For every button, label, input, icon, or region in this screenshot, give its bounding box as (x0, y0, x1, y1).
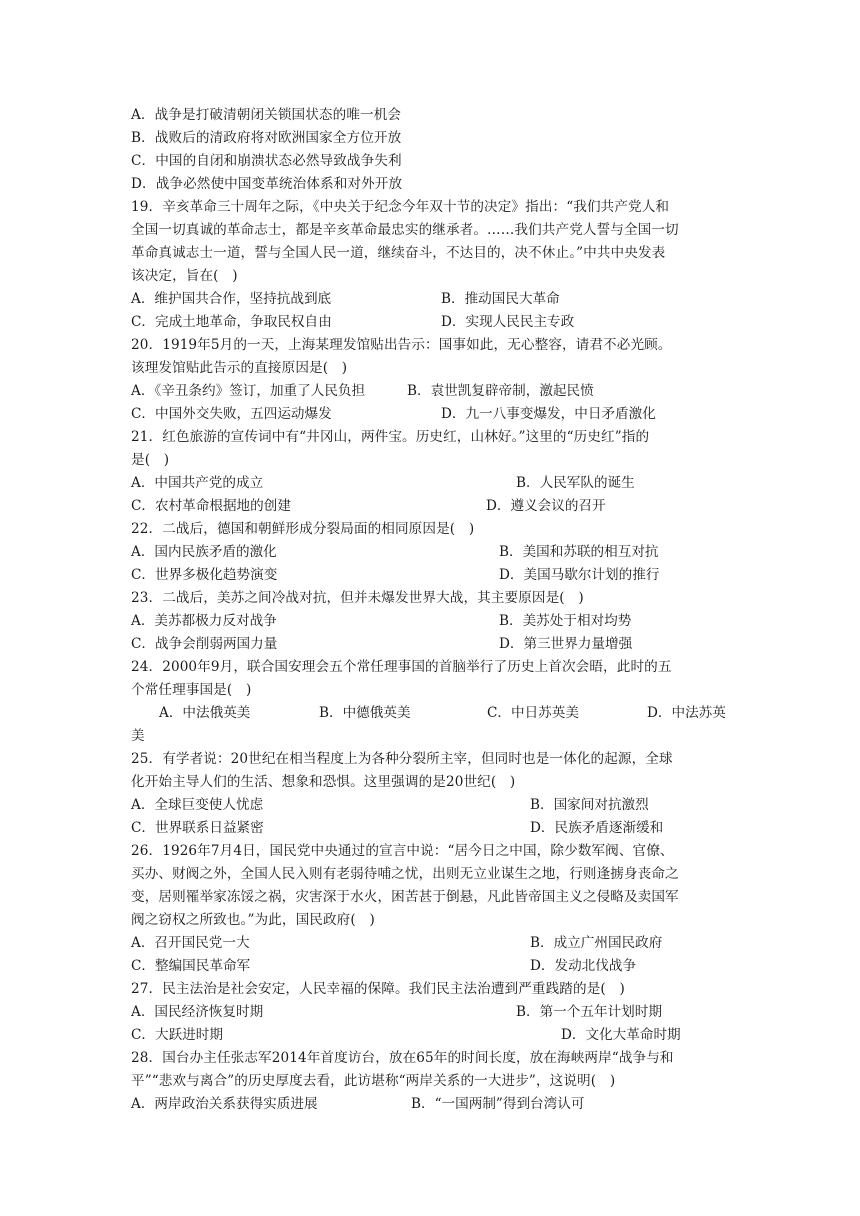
q26-stem-line: 阀之窃权之所致也。”为此，国民政府( ) (131, 912, 375, 928)
q21-option-a: A．中国共产党的成立 (131, 475, 264, 491)
q25-option-c: C．世界联系日益紧密 (131, 820, 264, 836)
q19-option-a: A．维护国共合作，坚持抗战到底 (131, 291, 332, 307)
q18-option-c: C．中国的自闭和崩溃状态必然导致战争失利 (131, 153, 402, 169)
q24-option-b: B．中德俄英美 (319, 705, 411, 721)
q26-stem-line: 26．1926年7月4日，国民党中央通过的宣言中说：“居今日之中国，除少数军阀、官僚、 (131, 843, 674, 859)
q22-option-b: B．美国和苏联的相互对抗 (499, 544, 659, 560)
q23-option-a: A．美苏都极力反对战争 (131, 613, 277, 629)
q27-option-b: B．第一个五年计划时期 (516, 1004, 662, 1020)
q19-stem-line: 革命真诚志士一道，誓与全国人民一道，继续奋斗，不达目的，决不休止。”中共中央发表 (131, 245, 666, 261)
q26-option-c: C．整编国民革命军 (131, 958, 251, 974)
q20-stem-line: 20．1919年5月的一天，上海某理发馆贴出告示：国事如此，无心整容，请君不必光顾。 (131, 337, 672, 353)
q22-option-d: D．美国马歇尔计划的推行 (499, 567, 660, 583)
q18-option-b: B．战败后的清政府将对欧洲国家全方位开放 (131, 130, 402, 146)
q23-option-d: D．第三世界力量增强 (499, 636, 633, 652)
q25-option-a: A．全球巨变使人忧虑 (131, 797, 264, 813)
q22-option-c: C．世界多极化趋势演变 (131, 567, 278, 583)
q23-option-c: C．战争会削弱两国力量 (131, 636, 278, 652)
q20-option-c: C．中国外交失败，五四运动爆发 (131, 406, 332, 422)
q18-option-a: A．战争是打破清朝闭关锁国状态的唯一机会 (131, 107, 402, 123)
q24-stem-line: 个常任理事国是( ) (131, 682, 252, 698)
q26-option-b: B．成立广州国民政府 (530, 935, 663, 951)
q24-stem-line: 24．2000年9月，联合国安理会五个常任理事国的首脑举行了历史上首次会晤，此时的五 (131, 659, 672, 675)
q28-option-a: A．两岸政治关系获得实质进展 (131, 1096, 318, 1112)
q24-option-d: D．中法苏英 (647, 705, 726, 721)
q25-stem-line: 化开始主导人们的生活、想象和恐惧。这里强调的是20世纪( ) (131, 774, 516, 790)
q20-option-b: B．袁世凯复辟帝制，激起民愤 (407, 383, 594, 399)
q26-stem-line: 买办、财阀之外，全国人民入则有老弱待哺之忧，出则无立业谋生之地，行则逢掳身丧命之 (131, 866, 679, 882)
q19-option-d: D．实现人民民主专政 (441, 314, 575, 330)
q24-option-c: C．中日苏英美 (487, 705, 579, 721)
q27-option-d: D．文化大革命时期 (561, 1027, 681, 1043)
q23-option-b: B．美苏处于相对均势 (499, 613, 632, 629)
q18-option-d: D．战争必然使中国变革统治体系和对外开放 (131, 176, 403, 192)
q19-stem-line: 该决定，旨在( ) (131, 268, 238, 284)
q26-option-d: D．发动北伐战争 (530, 958, 637, 974)
q24-option-d-wrap: 美 (131, 728, 145, 744)
q19-option-b: B．推动国民大革命 (441, 291, 560, 307)
q22-option-a: A．国内民族矛盾的激化 (131, 544, 277, 560)
q21-option-c: C．农村革命根据地的创建 (131, 498, 291, 514)
q21-option-b: B．人民军队的诞生 (516, 475, 635, 491)
q27-option-c: C．大跃进时期 (131, 1027, 223, 1043)
q20-option-d: D．九一八事变爆发，中日矛盾激化 (441, 406, 656, 422)
q20-stem-line: 该理发馆贴此告示的直接原因是( ) (131, 360, 348, 376)
q24-option-a: A．中法俄英美 (159, 705, 251, 721)
q20-option-a: A．《辛丑条约》签订，加重了人民负担 (131, 383, 366, 399)
q19-option-c: C．完成土地革命，争取民权自由 (131, 314, 332, 330)
q22-stem-line: 22．二战后，德国和朝鲜形成分裂局面的相同原因是( ) (131, 521, 475, 537)
q23-stem-line: 23．二战后，美苏之间冷战对抗，但并未爆发世界大战，其主要原因是( ) (131, 590, 584, 606)
q27-stem-line: 27．民主法治是社会安定，人民幸福的保障。我们民主法治遭到严重践踏的是( ) (131, 981, 625, 997)
q21-stem-line: 是( ) (131, 452, 170, 468)
q27-option-a: A．国民经济恢复时期 (131, 1004, 264, 1020)
q25-option-b: B．国家间对抗激烈 (530, 797, 649, 813)
q28-stem-line: 28．国台办主任张志军2014年首度访台，放在65年的时间长度，放在海峡两岸“战争与和 (131, 1050, 674, 1066)
q21-option-d: D．遵义会议的召开 (486, 498, 606, 514)
q21-stem-line: 21．红色旅游的宣传词中有“井冈山，两件宝。历史红，山林好。”这里的“历史红”指的 (131, 429, 650, 445)
q25-option-d: D．民族矛盾逐渐缓和 (530, 820, 664, 836)
q28-stem-line: 平”“悲欢与离合”的历史厚度去看，此访堪称“两岸关系的一大进步”，这说明( ) (131, 1073, 616, 1089)
q25-stem-line: 25．有学者说：20世纪在相当程度上为各种分裂所主宰，但同时也是一体化的起源，全球 (131, 751, 673, 767)
q26-stem-line: 变，居则罹举家冻馁之祸，灾害深于水火，困苦甚于倒悬，凡此皆帝国主义之侵略及卖国军 (131, 889, 679, 905)
q19-stem-line: 19．辛亥革命三十周年之际，《中央关于纪念今年双十节的决定》指出：“我们共产党人和 (131, 199, 670, 215)
q26-option-a: A．召开国民党一大 (131, 935, 250, 951)
q19-stem-line: 全国一切真诚的革命志士，都是辛亥革命最忠实的继承者。……我们共产党人誓与全国一切 (131, 222, 679, 238)
q28-option-b: B．“一国两制”得到台湾认可 (411, 1096, 585, 1112)
